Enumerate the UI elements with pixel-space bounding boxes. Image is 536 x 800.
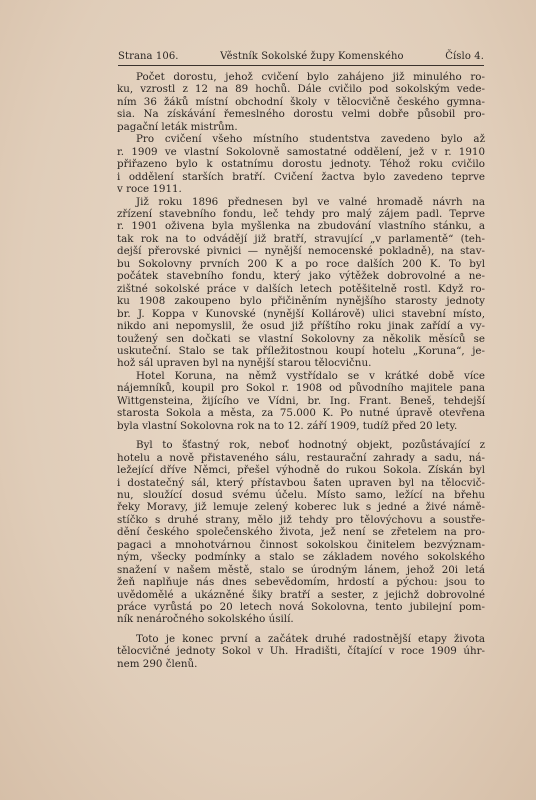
- text-line: br. J. Koppa v Kunovské (nynější Kollárově) ulici stavební místo,: [117, 307, 485, 320]
- text-line: ník nenáročného sokolského úsilí.: [117, 613, 294, 626]
- text-line: tak rok na to odvádějí již bratří, stravující „v parlamentě“ (teh-: [117, 232, 485, 245]
- text-line: ležející dříve Němci, přešel výhodně do rukou Sokola. Získán byl: [117, 464, 485, 477]
- text-line: stíčko s druhé strany, mělo již tehdy pro tělovýchovu a soustře-: [117, 513, 485, 526]
- text-line: i oddělení starších bratří. Cvičení žactva bylo zavedeno teprve: [117, 170, 485, 183]
- text-line: počátek stavebního fondu, který jako výtěžek dobrovolné a ne-: [117, 270, 485, 283]
- text-line: r. 1901 oživena byla myšlenka na zbudování vlastního stánku, a: [117, 220, 485, 233]
- text-line: ku 1908 zakoupeno bylo přičiněním nynějšího starosty jednoty: [117, 295, 485, 308]
- paragraph: [117, 439, 485, 626]
- text-line: řeky Moravy, již lemuje zelený koberec luk s jedné a živé námě-: [117, 501, 485, 514]
- text-line: přiřazeno bylo k ostatnímu dorostu jednoty. Téhož roku cvičilo: [117, 158, 485, 171]
- paragraph: [117, 133, 485, 195]
- paragraph: [117, 370, 485, 432]
- text-line: dejší přerovské pivnici — nynější nemocenské pokladně), na stav-: [117, 245, 485, 258]
- text-line: Počet dorostu, jehož cvičení bylo zahájeno již minulého ro-: [136, 71, 485, 83]
- text-line: zištné sokolské práce v dalších letech potěšitelně rostl. Když ro-: [117, 282, 485, 295]
- text-line: uskuteční. Stalo se tak příležitostnou koupí hotelu „Koruna“, je-: [117, 344, 485, 357]
- text-line: r. 1909 ve vlastní Sokolovně samostatné oddělení, jež v r. 1910: [117, 145, 485, 158]
- text-line: sia. Na získávání řemeslného dorostu velmi dobře působil pro-: [117, 108, 485, 121]
- paragraph: [117, 633, 485, 670]
- text-line: ku, vzrostl z 12 na 89 hochů. Dále cvičilo pod sokolským vede-: [117, 83, 485, 96]
- page-number: Strana 106.: [118, 51, 179, 62]
- text-line: Pro cvičení všeho místního studentstva zavedeno bylo až: [136, 133, 485, 146]
- header-rule: [118, 65, 484, 66]
- text-line: ním 36 žáků místní obchodní školy v tělocvičně českého gymna-: [117, 95, 485, 108]
- text-line: v roce 1911.: [117, 183, 182, 196]
- text-line: žeň naplňuje nás dnes sebevědomím, hrdostí a pýchou: jsou to: [117, 576, 485, 589]
- text-line: nu, sloužící dosud svému účelu. Místo samo, ležící na břehu: [117, 488, 485, 501]
- text-line: Toto je konec první a začátek druhé radostnější etapy života: [136, 632, 485, 645]
- text-line: dění českého společenského života, jež není se zřetelem na pro-: [117, 526, 485, 539]
- paragraph: [117, 71, 485, 133]
- text-line: Již roku 1896 přednesen byl ve valné hromadě návrh na: [136, 195, 485, 208]
- running-header: [118, 51, 484, 62]
- text-line: nem 290 členů.: [117, 657, 198, 670]
- text-line: hotelu a nově přistaveného sálu, restaurační zahrady a sadu, ná-: [117, 451, 485, 464]
- text-line: snažení v našem městě, stalo se úrodným lánem, jehož 20i letá: [117, 563, 485, 576]
- text-line: pagaci a mnohotvárnou činnost sokolskou činitelem bezvýznam-: [117, 538, 485, 551]
- text-line: nikdo ani nepomyslil, že osud již příštího roku jinak zařídí a vy-: [117, 320, 485, 333]
- text-line: hož sál upraven byl na nynější starou tělocvičnu.: [117, 357, 372, 370]
- text-line: uvědomělé a ukázněné šiky bratří a sester, z jejichž dobrovolné: [117, 588, 485, 601]
- article-body: [117, 71, 485, 670]
- text-line: Byl to šťastný rok, neboť hodnotný objekt, pozůstávající z: [136, 439, 485, 452]
- text-line: starosta Sokola a města, za 75.000 K. Po nutné úpravě otevřena: [117, 407, 485, 420]
- journal-title: Věstník Sokolské župy Komenského: [220, 51, 404, 62]
- text-line: ným, všecky podmínky a stalo se základem nového sokolského: [117, 551, 485, 564]
- text-line: Wittgensteina, žijícího ve Vídni, br. Ing. Frant. Beneš, tehdejší: [117, 394, 485, 407]
- text-line: bu Sokolovny prvních 200 K a po roce dalších 200 K. To byl: [117, 257, 485, 270]
- text-line: zřízení stavebního fondu, leč tehdy pro malý zájem padl. Teprve: [117, 207, 485, 220]
- text-line: nájemníků, koupil pro Sokol r. 1908 od původního majitele pana: [117, 382, 485, 395]
- text-line: byla vlastní Sokolovna rok na to 12. září 1909, tudíž před 20 lety.: [117, 419, 458, 432]
- text-line: i dostatečný sál, který přístavbou šaten upraven byl na tělocvič-: [117, 476, 485, 489]
- issue-number: Číslo 4.: [445, 51, 484, 62]
- text-line: práce vyrůstá po 20 letech nová Sokolovna, tento jubilejní pom-: [117, 601, 485, 614]
- paragraph: [117, 196, 485, 370]
- text-line: toužený sen dočkati se vlastní Sokolovny za několik měsíců se: [117, 332, 485, 345]
- text-line: pagační leták mistrům.: [117, 120, 238, 133]
- text-line: tělocvičné jednoty Sokol v Uh. Hradišti, čítající v roce 1909 úhr-: [117, 645, 485, 658]
- text-line: Hotel Koruna, na němž vystřídalo se v krátké době více: [136, 369, 485, 382]
